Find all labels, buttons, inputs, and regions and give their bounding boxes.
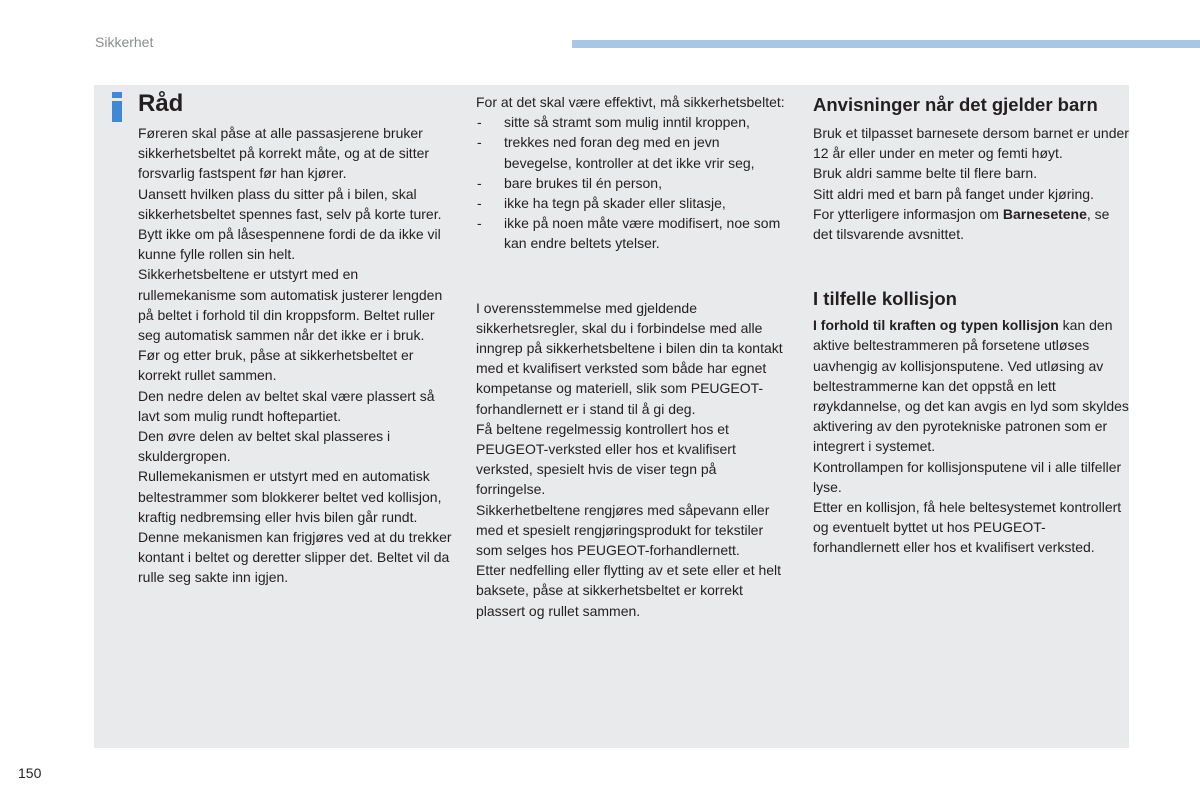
children-heading: Anvisninger når det gjelder barn	[813, 94, 1098, 115]
paragraph: Føreren skal påse at alle passasjerene bruker sikkerhetsbeltet på korrekt måte, og at de sitter forsvarlig fastspent før han kjører.	[138, 125, 430, 182]
list-item: - ikke på noen måte være modifisert, noe som kan endre beltets ytelser.	[476, 213, 788, 253]
paragraph: Bytt ikke om på låsespennene fordi de da ikke vil kunne fylle rollen sin helt.	[138, 226, 441, 263]
section-label: Sikkerhet	[95, 34, 154, 50]
belt-requirements-list	[476, 112, 788, 253]
column-left	[138, 123, 458, 588]
paragraph: Etter nedfelling eller flytting av et sete eller et helt baksete, påse at sikkerhetsbeltet er korrekt plassert og rullet sammen.	[476, 562, 782, 619]
column-middle	[476, 92, 788, 621]
paragraph: I overensstemmelse med gjeldende sikkerhetsregler, skal du i forbindelse med alle inngrep på sikkerhetsbeltene i bilen din ta kontakt med et kvalifisert verksted som både har egnet kompetanse og materiell, slik som PEUGEOT-forhandlernett er i stand til å gi deg.	[476, 299, 783, 417]
page-number: 150	[18, 765, 42, 781]
paragraph: Kontrollampen for kollisjonsputene vil i alle tilfeller lyse.	[813, 458, 1122, 495]
paragraph: Rullemekanismen er utstyrt med en automatisk beltestrammer som blokkerer beltet ved kollisjon, kraftig nedbremsing eller hvis bilen går rundt. Denne mekanismen kan frigjøres ved at du trekker kontant i beltet og deretter slipper det. Beltet vil da rulle seg sakte inn igjen.	[138, 468, 452, 586]
paragraph: Den øvre delen av beltet skal plasseres i skuldergropen.	[138, 428, 391, 465]
paragraph: Bruk aldri samme belte til flere barn.	[813, 165, 1038, 182]
list-item: - bare brukes til én person,	[476, 173, 788, 193]
text: For ytterligere informasjon om	[813, 205, 1003, 222]
paragraph: Bruk et tilpasset barnesete dersom barnet er under 12 år eller under en meter og femti høyt.	[813, 125, 1129, 162]
header-rule	[572, 40, 1200, 48]
collision-heading: I tilfelle kollisjon	[813, 288, 957, 310]
paragraph: Etter en kollisjon, få hele beltesystemet kontrollert og eventuelt byttet ut hos PEUGEOT-forhandlernett eller hos et kvalifisert verksted.	[813, 499, 1122, 556]
list-item: - sitte så stramt som mulig inntil kroppen,	[476, 112, 788, 132]
text: kan den aktive beltestrammeren på forsetene utløses uavhengig av kollisjonsputene. Ved utløsing av beltestrammerne kan det oppstå en lett røykdannelse, og det kan avgis en lyd som skyldes aktivering av den pyrotekniske patronen som er integrert i systemet.	[813, 317, 1129, 455]
info-icon	[109, 92, 125, 122]
paragraph: Før og etter bruk, påse at sikkerhetsbeltet er korrekt rullet sammen.	[138, 347, 414, 384]
paragraph: Sikkerhetsbeltene er utstyrt med en rullemekanisme som automatisk justerer lengden på beltet i forhold til din kroppsform. Beltet ruller seg automatisk sammen når det ikke er i bruk.	[138, 266, 443, 344]
paragraph	[813, 204, 1131, 244]
child-seats-reference: Barnesetene	[1002, 205, 1087, 222]
list-item: - ikke ha tegn på skader eller slitasje,	[476, 193, 788, 213]
paragraph: Uansett hvilken plass du sitter på i bilen, skal sikkerhetsbeltet spennes fast, selv på korte turer.	[138, 185, 442, 222]
paragraph	[813, 315, 1131, 456]
paragraph: Den nedre delen av beltet skal være plassert så lavt som mulig rundt hoftepartiet.	[138, 387, 435, 424]
paragraph: Sikkerhetbeltene rengjøres med såpevann eller med et spesielt rengjøringsprodukt for tekstiler som selges hos PEUGEOT-forhandlernett.	[476, 501, 770, 559]
text: , se det tilsvarende avsnittet.	[813, 205, 1110, 243]
paragraph: Få beltene regelmessig kontrollert hos et PEUGEOT-verksted eller hos et kvalifisert verksted, spesielt hvis de viser tegn på forringelse.	[476, 420, 736, 498]
advice-title: Råd	[138, 90, 184, 117]
column-right	[813, 94, 1131, 558]
list-item: - trekkes ned foran deg med en jevn bevegelse, kontroller at det ikke vrir seg,	[476, 132, 788, 172]
bold-lead: I forhold til kraften og typen kollisjon	[813, 317, 1059, 334]
paragraph: Sitt aldri med et barn på fanget under kjøring.	[813, 185, 1094, 202]
list-intro: For at det skal være effektivt, må sikkerhetsbeltet:	[476, 94, 785, 110]
